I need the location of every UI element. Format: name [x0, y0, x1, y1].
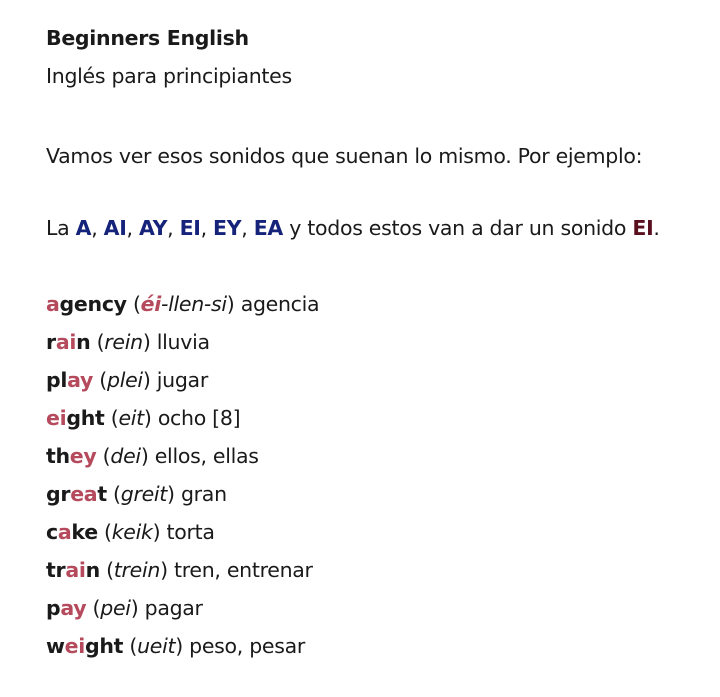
- rule-middle: y todos estos van a dar un sonido: [283, 216, 633, 240]
- page-subtitle: Inglés para principiantes: [46, 64, 292, 88]
- vocab-item: train (trein) tren, entrenar: [46, 558, 313, 582]
- pronunciation-text: trein: [113, 558, 161, 582]
- spelling-ea: EA: [253, 216, 283, 240]
- pronunciation-text: greit: [120, 482, 168, 506]
- spelling-ai: AI: [103, 216, 127, 240]
- vocab-item: cake (keik) torta: [46, 520, 215, 544]
- pronunciation: [121, 482, 167, 506]
- vocab-meaning: gran: [180, 482, 227, 506]
- vocab-item: rain (rein) lluvia: [46, 330, 210, 354]
- word-end: ke: [71, 520, 98, 544]
- word-start: c: [46, 520, 58, 544]
- pronunciation-text: dei: [110, 444, 141, 468]
- vocab-meaning: ellos, ellas: [154, 444, 259, 468]
- pronunciation: [100, 596, 130, 620]
- word-start: tr: [46, 558, 66, 582]
- word-highlight: ay: [60, 596, 87, 620]
- pronunciation-text: keik: [111, 520, 153, 544]
- word-highlight: a: [57, 520, 72, 544]
- vocab-meaning: pagar: [144, 596, 203, 620]
- vocab-item: weight (ueit) peso, pesar: [46, 634, 306, 658]
- word-end: t: [97, 482, 107, 506]
- pronunciation: [118, 406, 143, 430]
- vocab-meaning: torta: [166, 520, 215, 544]
- vocab-meaning: agencia: [240, 292, 320, 316]
- pronunciation: [107, 368, 143, 392]
- word-highlight: ea: [70, 482, 98, 506]
- vocab-item: great (greit) gran: [46, 482, 227, 506]
- rule-end: .: [653, 216, 660, 240]
- vocab-meaning: jugar: [156, 368, 208, 392]
- word-start: th: [46, 444, 70, 468]
- vocab-meaning: peso, pesar: [189, 634, 306, 658]
- word-highlight: ei: [46, 406, 67, 430]
- vocab-meaning: ocho [8]: [157, 406, 241, 430]
- spelling-ei: EI: [179, 216, 201, 240]
- pronunciation: [112, 520, 153, 544]
- spelling-ey: EY: [213, 216, 242, 240]
- word-start: gr: [46, 482, 71, 506]
- pronunciation-text: rein: [104, 330, 143, 354]
- pronunciation-accent: éi: [140, 292, 161, 316]
- vocab-word: [46, 444, 96, 468]
- word-start: w: [46, 634, 65, 658]
- vocab-word: [46, 330, 90, 354]
- word-end: ght: [66, 406, 105, 430]
- word-highlight: ey: [69, 444, 97, 468]
- vocab-word: [46, 406, 105, 430]
- word-highlight: ei: [64, 634, 85, 658]
- word-end: ght: [84, 634, 124, 658]
- vocab-word: [46, 634, 123, 658]
- vocab-word: [46, 596, 86, 620]
- vocab-meaning: tren, entrenar: [174, 558, 313, 582]
- spelling-a: A: [75, 216, 92, 240]
- pronunciation: [141, 292, 227, 316]
- word-highlight: ay: [67, 368, 94, 392]
- vocab-item: agency (éi-llen-si) agencia: [46, 292, 320, 316]
- word-end: n: [76, 330, 91, 354]
- vocab-word: [46, 482, 107, 506]
- vocab-item: play (plei) jugar: [46, 368, 208, 392]
- vocab-item: pay (pei) pagar: [46, 596, 203, 620]
- word-highlight: ai: [65, 558, 86, 582]
- pronunciation-text: -llen-si: [161, 292, 227, 316]
- word-highlight: ai: [55, 330, 77, 354]
- pronunciation-text: ueit: [137, 634, 176, 658]
- intro-text: Vamos ver esos sonidos que suenan lo mismo. Por ejemplo:: [46, 144, 643, 168]
- rule-sound: EI: [632, 216, 654, 240]
- vocab-meaning: lluvia: [156, 330, 210, 354]
- word-start: p: [46, 596, 61, 620]
- pronunciation-text: pei: [100, 596, 131, 620]
- pronunciation: [104, 330, 143, 354]
- spelling-ay: AY: [138, 216, 168, 240]
- pronunciation-text: eit: [118, 406, 144, 430]
- vocab-item: they (dei) ellos, ellas: [46, 444, 259, 468]
- pronunciation-text: plei: [107, 368, 143, 392]
- word-start: r: [46, 330, 56, 354]
- pronunciation: [137, 634, 175, 658]
- word-end: gency: [59, 292, 127, 316]
- word-start: pl: [46, 368, 68, 392]
- page-title: Beginners English: [46, 26, 249, 50]
- word-end: n: [85, 558, 100, 582]
- pronunciation: [110, 444, 140, 468]
- vocab-item: eight (eit) ocho [8]: [46, 406, 241, 430]
- vocab-word: [46, 520, 98, 544]
- rule-sentence: La A, AI, AY, EI, EY, EA y todos estos van a dar un sonido EI.: [46, 216, 660, 240]
- pronunciation: [114, 558, 160, 582]
- word-highlight: a: [46, 292, 60, 316]
- vocab-word: [46, 368, 93, 392]
- rule-prefix: La: [46, 216, 76, 240]
- vocab-list: [46, 290, 319, 670]
- vocab-word: [46, 292, 127, 316]
- vocab-word: [46, 558, 100, 582]
